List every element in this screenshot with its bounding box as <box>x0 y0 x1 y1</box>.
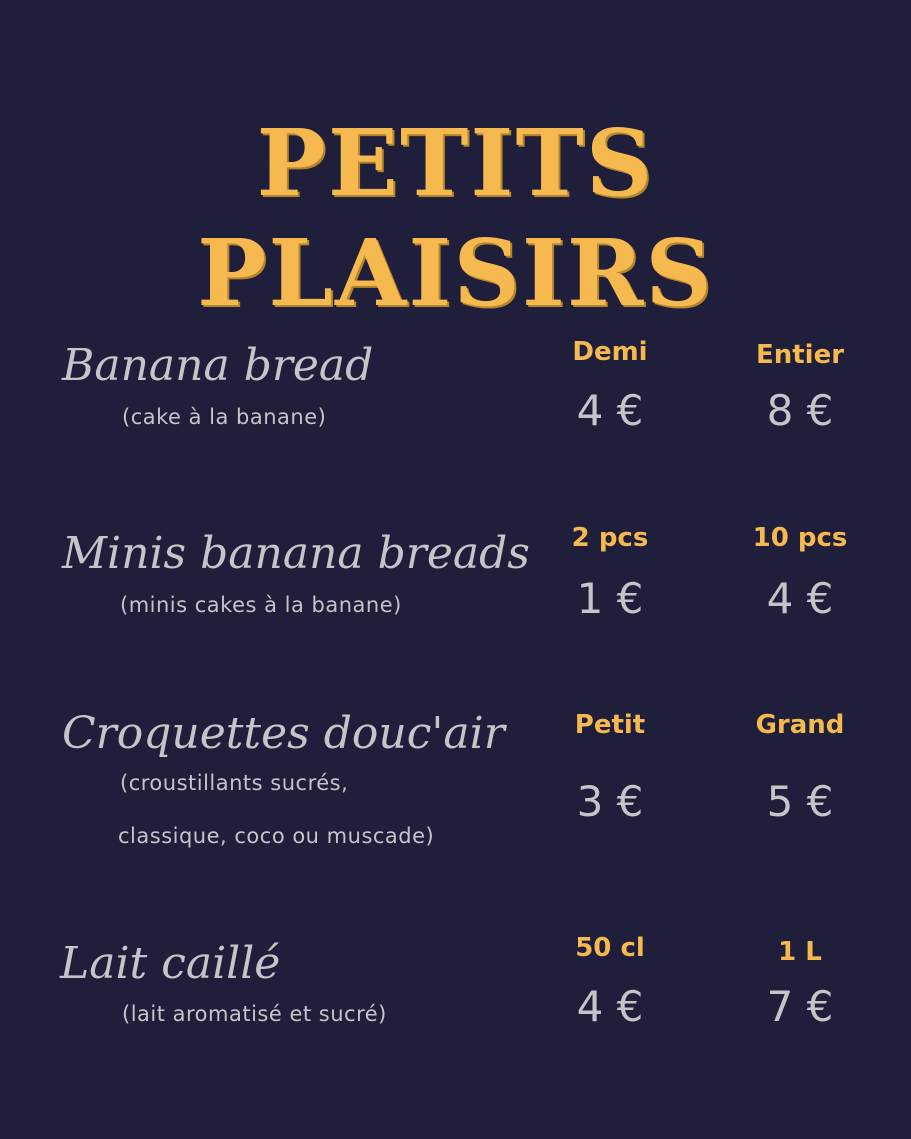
price-grand: 5 € <box>766 777 834 826</box>
item-description: (lait aromatisé et sucré) <box>122 1002 387 1026</box>
price-demi: 4 € <box>576 386 644 435</box>
size-label-demi: Demi <box>572 337 648 367</box>
size-label-2-pcs: 2 pcs <box>571 523 649 553</box>
menu-title: PETITS PLAISIRS <box>197 109 714 327</box>
price-50-cl: 4 € <box>576 982 644 1031</box>
item-description: (cake à la banane) <box>122 405 327 429</box>
price-petit: 3 € <box>576 777 644 826</box>
item-name-croquettes-doucair: Croquettes douc'air <box>62 708 505 759</box>
size-label-entier: Entier <box>755 340 845 370</box>
price-2-pcs: 1 € <box>576 574 644 623</box>
item-description: (minis cakes à la banane) <box>120 593 402 617</box>
item-name-banana-bread: Banana bread <box>62 340 374 391</box>
price-1-l: 7 € <box>766 982 834 1031</box>
size-label-50-cl: 50 cl <box>575 933 645 963</box>
size-label-grand: Grand <box>755 710 845 740</box>
size-label-petit: Petit <box>574 710 646 740</box>
size-label-10-pcs: 10 pcs <box>752 523 848 553</box>
item-description-line-1: (croustillants sucrés, <box>120 771 349 795</box>
price-entier: 8 € <box>766 386 834 435</box>
item-name-minis-banana-breads: Minis banana breads <box>62 528 530 579</box>
price-10-pcs: 4 € <box>766 574 834 623</box>
item-name-lait-caille: Lait caillé <box>60 938 281 989</box>
size-label-1-l: 1 L <box>778 937 822 967</box>
item-description-line-2: classique, coco ou muscade) <box>118 824 435 848</box>
